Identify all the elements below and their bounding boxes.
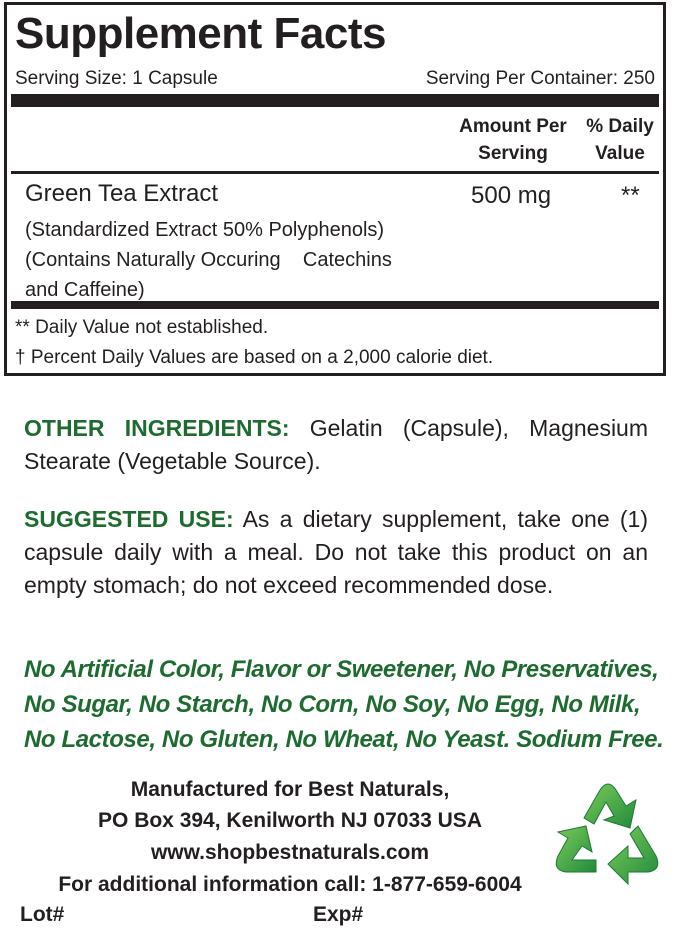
ingredient-amount: 500 mg xyxy=(471,182,552,209)
other-ingredients-text: Gelatin (Capsule), Magnesium Stearate (Vegetable Source). xyxy=(24,415,649,474)
ingredient-detail xyxy=(25,215,445,305)
lot-label: Lot# xyxy=(20,903,65,926)
supplement-facts-panel xyxy=(4,2,666,376)
manufacturer-line1: Manufactured for Best Naturals, xyxy=(130,778,450,801)
column-header-dv-line1: % Daily xyxy=(586,116,654,137)
column-header-amount-line2: Serving xyxy=(478,143,548,164)
ingredient-name: Green Tea Extract xyxy=(25,180,218,207)
ingredient-detail-line1: (Standardized Extract 50% Polyphenols) xyxy=(25,219,385,241)
free-from-claims: No Artificial Color, Flavor or Sweetener, No Preservatives, No Sugar, No Starch, No Corn, No Soy, No Egg, No Milk, No Lactose, No Gluten, No Wheat, No Yeast. Sodium Free. xyxy=(24,656,664,753)
footnote-percent-daily: † Percent Daily Values are based on a 2,000 calorie diet. xyxy=(15,347,494,368)
suggested-use xyxy=(24,503,648,602)
serving-per-container: Serving Per Container: 250 xyxy=(425,68,655,89)
ingredient-detail-line3: and Caffeine) xyxy=(25,279,145,301)
other-ingredients-label: OTHER INGREDIENTS: xyxy=(24,415,290,441)
manufacturer-address: PO Box 394, Kenilworth NJ 07033 USA xyxy=(98,809,482,832)
manufacturer-phone: For additional information call: 1-877-659-6004 xyxy=(58,873,522,896)
divider-medium xyxy=(11,301,659,309)
recycle-icon xyxy=(546,776,670,892)
column-header-amount-line1: Amount Per xyxy=(459,116,567,137)
other-ingredients xyxy=(24,412,648,478)
suggested-use-label: SUGGESTED USE: xyxy=(24,506,234,532)
serving-size: Serving Size: 1 Capsule xyxy=(15,68,218,89)
suggested-use-text: As a dietary supplement, take one (1) capsule daily with a meal. Do not take this product on an empty stomach; do not exceed recommended dose. xyxy=(24,506,648,598)
exp-label: Exp# xyxy=(313,903,364,926)
ingredient-daily-value: ** xyxy=(621,182,640,209)
column-header-daily-value xyxy=(583,113,657,167)
manufacturer-website: www.shopbestnaturals.com xyxy=(150,841,430,864)
divider-thin xyxy=(11,171,659,174)
ingredient-detail-line2: (Contains Naturally Occuring Catechins xyxy=(25,249,392,271)
facts-title: Supplement Facts xyxy=(15,9,386,58)
divider-thick xyxy=(11,94,659,107)
column-header-dv-line2: Value xyxy=(595,143,645,164)
footnote-daily-value: ** Daily Value not established. xyxy=(15,317,269,338)
column-header-amount xyxy=(445,113,581,167)
